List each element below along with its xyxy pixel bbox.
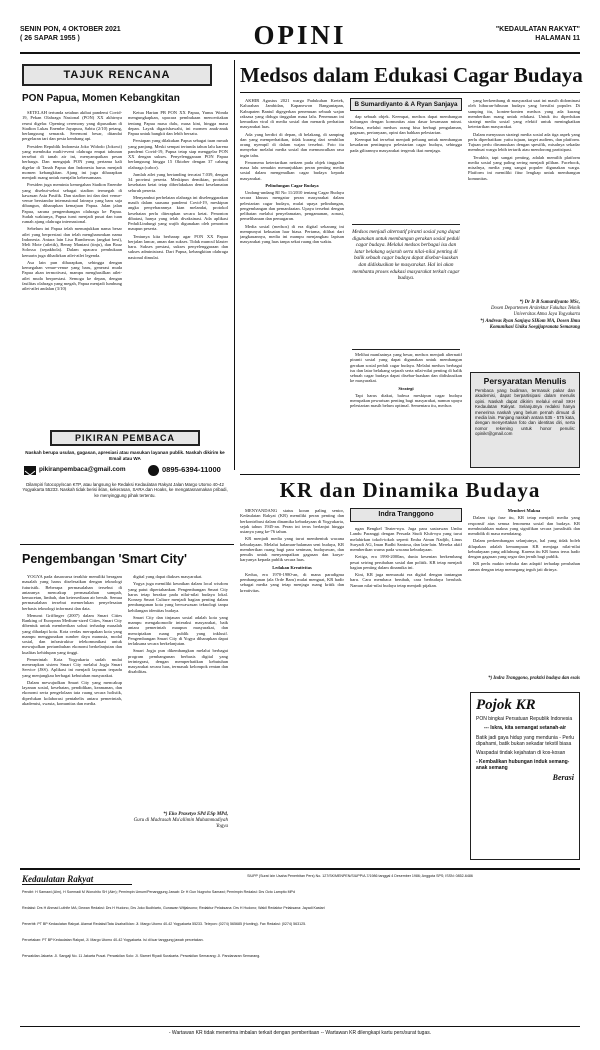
pikiran-label (50, 430, 200, 446)
medsos-paragraph: Terakhir, tapi sangat penting, adalah memilih platform media sosial yang paling sering menjadi pilihan. Facebook, misalnya, media yang sangat populer digunakan warga. Platform ini memiliki fitur lengkap untuk membangun komunitas. (468, 154, 580, 181)
kr-author: *) Indra Tranggono, praktisi budaya dan esais (488, 676, 580, 681)
masthead-paper: "KEDAULATAN RAKYAT" (495, 26, 580, 33)
tajuk-label-text: TAJUK RENCANA (63, 69, 171, 81)
masthead-date-javanese: ( 26 SAPAR 1955 ) (20, 35, 80, 42)
medsos-col-1 (240, 98, 344, 470)
email-icon (24, 466, 36, 475)
footer-bottom-rule (20, 1026, 580, 1027)
pikiran-contacts (22, 464, 228, 480)
tajuk-paragraph: Sebelum ini Papua telah menunjukkan nama besar atlet yang berprestasi dan telah mengharumkan nama Indonesia. Antara lain Lisa Rumbewas (angkat besi), Meli Mote (atletik), Benny Maniani (tinju), dan Boaz Solossa (sepakbola). Dalam upacara pembukaan kemarin juga dihadirkan atlet-atlet legenda. (22, 226, 122, 258)
footer-line-6: Perwakilan Jakarta: Jl. Sangaji No. 11 Jakarta Pusat. Perwakilan Solo: Jl. Slamet Riyadi Surakarta. Perwakilan Semarang: Jl. Pandanaran Semarang. (22, 954, 261, 958)
persyaratan-title: Persyaratan Menulis (483, 376, 567, 386)
tajuk-label (22, 64, 212, 86)
pikiran-intro: Naskah berupa usulan, gagasan, apresiasi atau masukan layanan publik. Naskah dikirim ke Email atau WA (25, 450, 225, 461)
tajuk-col-1 (22, 110, 122, 424)
medsos-paragraph: Tapi harus diakui, bahwa meskipun cagar budaya merupakan pewarisan penting bagi masyarakat, namun upaya pelestarian masih belum optimal. Sementara itu, medsos (350, 392, 462, 409)
medsos-author-1-affiliation: Dosen Departemen Arsitektur Fakultas Teknik Universitas Atma Jaya Yogyakarta (491, 305, 580, 317)
kr-paragraph: Kini, KR juga memasuki era digital dengan tantangan baru. Cara membaca berubah, cara berbudaya berubah. Namun nilai-nilai budaya tetap menjadi pijakan. (350, 572, 462, 588)
medsos-authors (468, 300, 580, 331)
tajuk-paragraph: Tentunya kita berharap agar PON XX Papua berjalan lancar, aman dan sukses. Tidak muncul klaster baru. Sukses prestasi, sukses penyelenggaraan dan sukses administrasi. Dari Papua, kebangkitan olahraga nasional dimulai. (128, 233, 228, 260)
pikiran-label-text: PIKIRAN PEMBACA (74, 433, 175, 443)
medsos-title-rule (240, 92, 580, 93)
kr-col-3 (468, 508, 580, 674)
kr-paragraph: KR menjadi media yang turut membentuk wacana kebudayaan. Melalui halaman-halaman seni budaya, KR memberikan ruang bagi para seniman, budayawan, dan penulis untuk menyampaikan gagasan dan karya-karyanya kepada publik secara luas. (240, 536, 344, 563)
smartcity-author-affiliation: Guru di Madrasah Mu'allimin Muhammadiyah Yogya (133, 818, 228, 829)
smartcity-paragraph: Pemerintah Kota Yogyakarta sudah mulai menerapkan sistem Smart City melalui Jogja Smart Service (JSS). Aplikasi ini menjadi layanan terpadu yang menjangkau berbagai kebutuhan masyarakat. (22, 656, 122, 678)
footer-box (20, 872, 580, 1022)
smartcity-author-block (128, 812, 228, 830)
pikiran-wa[interactable]: 0895-6394-11000 (162, 465, 221, 474)
footer-line-4: Penerbit: PT BP Kedaulatan Rakyat. Alamat Redaksi/Tata Usaha/Iklan: Jl. Margo Utomo 40-42 Yogyakarta 55233. Telepon: (0274) 565685 (Hunting). Fax Redaksi: (0274) 563125. (22, 922, 307, 926)
medsos-subheading: Pelindungan Cagar Budaya (265, 182, 319, 188)
section-rule (240, 474, 580, 475)
smartcity-paragraph: YOGYA pada dasawarsa terakhir memiliki beragam masalah yang harus diselesaikan dengan teknologi futuristik. Beberapa permasalahan tersebut di antaranya mencakup permasalahan sampah, kemacetan, limbah, dan ketersediaan air bersih. Semua permasalahan tersebut memerlukan penyelesaian berbasis teknologi informasi dan data. (22, 574, 122, 611)
medsos-paragraph: AKHIR Agustus 2021 warga Padukuhan Kretek, Kalurahan Jambidan, Kapanewon Banguntapan, Kabupaten Bantul digegerkan penemuan sebuah wajan raksasa yang diduga tinggalan masa lalu. Penemuan ini kemudian viral di media sosial dan menarik perhatian masyarakat luas. (240, 98, 344, 130)
kr-title: KR dan Dinamika Budaya (279, 478, 541, 502)
pikiran-note: Dilampiri fotocopy/scan KTP, atau langsung ke Redaksi Kedaulatan Rakyat Jalan Margo Utomo 40-42 Yogyakarta 55233. Naskah tidak berisi iklan, kekerasan, SARA dan Hoaks, ke mengatasnamakan pribadi, ke menyinggung pihak tertentu. (22, 482, 228, 498)
medsos-paragraph: yang berkembang di masyarakat saat ini masih didominasi oleh hiburan-hiburan budaya yang bersifat populer. Di samping itu, konten-konten medsos yang ada kurang memberikan ruang untuk edukasi. Untuk itu diperlukan strategi media sosial yang efektif untuk meningkatkan ketertarikan masyarakat. (468, 98, 580, 130)
smartcity-title: Pengembangan 'Smart City' (22, 552, 188, 566)
kr-col-2 (350, 526, 462, 858)
kr-paragraph: Dalam perkembangan selanjutnya, hal yang tidak boleh dilupakan adalah kemampuan KR menjaga nilai-nilai kebudayaan yang adiluhung. Karena itu KR harus terus hadir dengan gagasan yang segar dan jernih bagi publik. (468, 538, 580, 559)
tajuk-paragraph: Ketua Harian PB PON XX Papua, Yunus Wonda mengungkapkan, upacara pembukaan menceritakan tentang Papua masa dulu, masa kini, hingga masa depan. Layak digarisbawahi, ini momen anak-anak Papua untuk bangkit dan lebih bersatu. (128, 110, 228, 136)
medsos-paragraph: Melihat manfaatnya yang besar, medsos menjadi alternatif piranti sosial yang dapat digunakan untuk membangun gerakan sosial peduli cagar budaya. Melalui medsos berbagai isu dan latar belakang sejarah serta nilai-nilai penting di balik sebuah cagar budaya dapat disebar-luaskan dan didiskusikan ke masyarakat. (350, 352, 462, 384)
kr-byline (350, 508, 462, 522)
medsos-author-1: *) Dr Ir B Sumardiyanto MSc, (519, 300, 580, 305)
pojok-signature: Berasi (552, 773, 574, 782)
smartcity-author: *) Eko Prasetyo SPd ESp MPd, (163, 812, 228, 817)
section-rule (20, 544, 234, 545)
kr-paragraph: MENYANDANG status koran paling senior, Kedaulatan Rakyat (KR) memiliki peran penting dan berkontribusi dalam dinamika kebudayaan di Yogyakarta, sejak tahun 1945-an. Peran ini terus berlanjut hingga usianya yang ke-76 tahun. (240, 508, 344, 534)
masthead-rule (20, 52, 580, 54)
pikiran-pembaca (22, 430, 228, 534)
medsos-col-2b (350, 352, 462, 470)
medsos-paragraph: Dalam menyusun strategi media sosial ada tiga aspek yang perlu diperhatikan: yaitu tujuan, target audiens, dan platform. Tujuan perlu dirumuskan dengan spesifik, misalnya sekadar membuat warga lebih tertarik atau mendorong partisipasi. (468, 131, 580, 153)
persyaratan-box (470, 372, 580, 468)
medsos-col-2 (350, 114, 462, 218)
tajuk-title: PON Papua, Momen Kebangkitan (22, 93, 180, 104)
kr-paragraph: Ketiga, era 1990-2000an, dunia kesenian berkembang pesat seiring perubahan sosial dan politik. KR tetap menjadi bagian penting dalam dinamika ini. (350, 554, 462, 570)
smartcity-col-2 (128, 574, 228, 810)
kr-paragraph: Kedua, era 1970-1980-an, di mana paradigma pembangunan (ala Orde Baru) mulai menguat, KR hadir sebagai media yang tetap menjaga ruang kritik dan kreativitas. (240, 571, 344, 593)
medsos-paragraph: Keempat hal tersebut menjadi peluang untuk membangun kesadaran pentingnya pelestarian cagar budaya, sehingga pada gilirannya masyarakat tergerak ikut menjaga. (350, 137, 462, 153)
smartcity-col-1 (22, 574, 122, 860)
medsos-title: Medsos dalam Edukasi Cagar Budaya (240, 63, 583, 87)
medsos-byline-text: B Sumardiyanto & A Ryan Sanjaya (354, 101, 458, 108)
pojok-item: --- Iskra, kita semangat setanah-air (483, 725, 567, 731)
section-title: OPINI (253, 20, 347, 50)
footer-line-1: SIUPP (Surat Izin Usaha Penerbitan Pers) No. 127/SK/MENPEN/SIUPP/A.7/1986 tanggal 4 Desember 1986; Anggota SPS; ISSN: 0852-6486 (247, 874, 473, 878)
footer-logo: Kedaulatan Rakyat (22, 874, 132, 885)
medsos-paragraph: Fenomena ketertarikan netizen pada objek tinggalan masa lalu semakin menunjukkan peran penting media sosial dalam mengenalkan cagar budaya kepada masyarakat. (240, 159, 344, 181)
footer-line-3: Redaksi: Drs H Ahmad Luthfie MA; Dewan Redaksi: Drs H Hudono, Drs Joko Budhiarto, Gunawan Witjaksono; Redaktur Pelaksana: Drs H Hudono; Wakil Redaktur Pelaksana: Jayadi Kastari (22, 906, 325, 910)
masthead-page: HALAMAN 11 (535, 35, 580, 42)
footer-line-5: Percetakan: PT BP Kedaulatan Rakyat, Jl. Margo Utomo 40-42 Yogyakarta. Isi di luar tanggung jawab percetakan. (22, 938, 204, 942)
pikiran-email[interactable]: pikiranpembaca@gmail.com (39, 466, 126, 473)
medsos-subheading: Strategi (398, 385, 414, 391)
persyaratan-body: Pembaca yang budiman, termasuk pakar dan akademisi, dapat berpartisipasi dalam menulis opini. Naskah dapat dikirim melalui email SKH Kedaulatan Rakyat. Selanjutnya redaksi hanya menerima naskah yang belum pernah dimuat di media lain. Panjang naskah antara 535 - 575 kata, dengan menyertakan foto dan identitas diri, serta nomor rekening untuk honor penulis: opinikr@gmail.com (475, 388, 575, 437)
smartcity-paragraph: Dalam mewujudkan Smart City yang mencakup layanan sosial, kesehatan, pendidikan, keamanan, dan ekonomi serta pengelolaan tata ruang secara holistik, diperlukan kolaborasi pentahelix antara pemerintah, akademisi, swasta, komunitas dan media. (22, 679, 122, 706)
kr-paragraph: Dalam tiga fase itu, KR tetap menjadi media yang responsif atas semua fenomena sosial dan budaya. KR membutuhkan makna yang signifikan secara jurnalistik dan mendidik di masa mendatang. (468, 515, 580, 536)
tajuk-paragraph: Menyambut perhelatan olahraga ini diselenggarakan masih dalam suasana pandemi Covid-19, meskipun angka penyebarannya kian melandai, protokol kesehatan perlu diterapkan secara ketat. Penonton dibatasi, hanya yang telah divaksinasi. Ada aplikasi PeduliLindungi yang wajib digunakan oleh penonton maupun peserta. (128, 194, 228, 232)
pojok-title: Pojok KR (476, 697, 536, 713)
medsos-byline (350, 98, 462, 111)
pojok-box (470, 692, 580, 860)
tajuk-paragraph: Asa lain pun diharapkan, sehingga dengan kemegahan venue-venue yang baru, generasi muda Papua akan termotivasi, mampu menghasilkan atlet-atlet muda berprestasi. Semoga ke depan, dengan fasilitas olahraga yang megah, Papua menjadi lumbung atlet-atlet andalan (3/10) (22, 259, 122, 291)
medsos-paragraph: Media sosial (medsos) di era digital sekarang ini mempunyai kekuatan luar biasa. Pertama, dilihat dari jangkauannya, media ini mampu menjangkau lapisan masyarakat yang luas tanpa sekat ruang dan waktu. (240, 223, 344, 245)
pojok-item: PON bingkai Persatuan Republik Indonesia (476, 716, 573, 722)
smartcity-paragraph: Smart Jogja pun dikembangkan melalui berbagai program pembangunan berbasis digital yang terintegrasi, dengan memperhatikan kebutuhan masyarakat secara luas, termasuk kelompok rentan dan disabilitas. (128, 648, 228, 675)
smartcity-paragraph: digital yang dapat diakses masyarakat. (133, 574, 203, 579)
smartcity-paragraph: Smart City dan tinjauan sosial adalah kota yang mampu mengakomodir interaksi masyarakat, baik antara pemerintah maupun masyarakat, dan menciptakan ruang publik yang inklusif. Pengembangan Smart City di Yogya diharapkan dapat terlaksana secara berkelanjutan. (128, 614, 228, 646)
smartcity-paragraph: Menurut Griffinger (2007) dalam Smart Cities Ranking of European Medium-sized Cities, Smart City dibentuk untuk memberikan solusi terhadap masalah yang dihadapi kota. Kota cerdas merupakan kota yang mampu menggunakan sumber daya manusia, modal sosial, dan infrastruktur telekomunikasi untuk mewujudkan pertumbuhan ekonomi berkelanjutan dan kualitas kehidupan yang tinggi. (22, 612, 122, 655)
tajuk-paragraph: SETELAH tertunda setahun akibat pandemi Covid-19, Pekan Olahraga Nasional (PON) XX akhirnya resmi digelar. Opening ceremony yang dipusatkan di Stadion Lukas Enembe Jayapura, Sabtu (2/10) petang, berlangsung semarak. Seremoni besar, ditandai pergelaran tari dan pesta kembang api. (22, 110, 122, 142)
tajuk-paragraph: Jumlah atlet yang bertanding tercatat 7.039, dengan 34 provinsi peserta. Meskipun demikian, protokol kesehatan ketat tetap diberlakukan demi keselamatan seluruh peserta. (128, 171, 228, 193)
pojok-item: Waspadai tindak kejahatan di kos-kosan (476, 750, 566, 756)
kr-paragraph: ngan Bengkel Teater-nya. Juga para sastrawan Umbu Landu Paranggi dengan Persada Studi Klub-nya yang turut melahirkan tokoh-tokoh seperti Emha Ainun Nadjib, Linus Suryadi AG, Iman Budhi Santosa, dan lain-lain. Mereka aktif memberikan warna pada wacana kebudayaan. (350, 526, 462, 552)
column-divider (234, 60, 235, 470)
masthead-date: SENIN PON, 4 OKTOBER 2021 (20, 26, 121, 33)
medsos-col-3 (468, 98, 580, 298)
medsos-pullquote-text: Medsos menjadi alternatif piranti sosial yang dapat digunakan untuk membangun gerakan sosial peduli cagar budaya. Melalui medsos berbagai isu dan latar belakang sejarah serta nilai-nilai penting di balik sebuah cagar budaya dapat disebar-luaskan dan didiskusikan ke masyarakat. Hal ini akan membantu proses edukasi masyarakat terkait cagar budaya. (352, 229, 460, 282)
kr-subheading: Ledakan Kreativitas (272, 564, 312, 570)
tajuk-paragraph: Presiden Republik Indonesia Joko Widodo (Jokowi) yang membuka multi-event olahraga empat tahunan tersebut di tanah air ini, menyampaikan pesan berharga. Dan mengajak PON yang pertama kali digelar di Tanah Papua dan Indonesia harus menjadi momen kebangkitan. Ajang ini juga diharapkan menjadi ruang untuk menjalin kebersamaan. (22, 143, 122, 180)
kr-byline-text: Indra Tranggono (378, 511, 434, 518)
pojok-item: Batik jadi gaya hidup yang mendunia - Perlu dipahami, batik bukan sekadar tekstil biasa (476, 735, 574, 747)
footer-rule (20, 868, 580, 870)
kr-paragraph: KR perlu makin terbuka dan adaptif terhadap perubahan zaman dengan tetap memegang teguh jati dirinya. (468, 561, 580, 572)
smartcity-paragraph: Yogya juga memiliki keunikan dalam local wisdom yang patut dipertahankan. Pengembangan Smart City harus tetap berakar pada nilai-nilai budaya lokal. Konsep Smart Culture menjadi bagian penting dalam pembangunan kota yang berwawasan teknologi tanpa kehilangan identitas budaya. (128, 581, 228, 613)
kr-subheading: Memberi Makna (507, 508, 541, 513)
medsos-paragraph: dap sebuah objek. Keempat, medsos dapat membangun hubungan dengan komunitas atau dasar kesamaan minat. Kelima, melalui medsos orang bisa berbagi pengalaman, gagasan, pertanyaan, opini dan bahkan pelestarian. (350, 114, 462, 135)
medsos-author-2: *) Andreas Ryan Sanjaya SIKom MA, Dosen Ilmu Komunikasi Unika Soegijapranata Semarang (480, 319, 580, 331)
footer-line-2: Pendiri: H Samawi (Alm), H Soemadi M Wonohito SH (Alm); Pemimpin Umum/Penanggung Jawab: Dr H Gun Nugroho Samawi; Pemimpin Redaksi: Drs Octo Lampito MPd (22, 890, 295, 894)
pojok-item: - Kembalikan hubungan induk semang-anak semang (476, 759, 570, 771)
medsos-paragraph: Undang-undang RI No 11/2010 tentang Cagar Budaya secara khusus mengatur peran masyarakat dalam pelestarian cagar budaya, mulai upaya pelindungan, pengembangan dan pemanfaatan. Upaya tersebut dengan pelibatan melalui penyelamatan, pengamanan, zonasi, pemeliharaan dan pemugaran. (240, 190, 344, 222)
whatsapp-icon (148, 465, 159, 476)
masthead (20, 18, 580, 52)
tajuk-col-2 (128, 110, 228, 424)
tajuk-paragraph: Presiden juga meminta kemegahan Stadion Enembe yang disebut-sebut sebagai stadion termegah di kawasan Asia Pasifik. Dan stadion ini dan dari venue-venue berstandar internasional lainnya yang baru saja dibangun, diharapkan kemajuan Papua. Jalan jalan Papua, sarana pengembangan olahraga ke Papua. Sudah waktunya, Papua turut menjadi pusat dan tuan rumah ajang olahraga internasional. (22, 182, 122, 224)
footer-bottom-note: - Wartawan KR tidak menerima imbalan terkait dengan pemberitaan -- Wartawan KR dilengkapi kartu pers/surat tugas. (168, 1030, 432, 1036)
medsos-pullquote (352, 224, 460, 350)
tajuk-paragraph: Persiapan yang dilakukan Papua sebagai tuan rumah yang panjang. Meski sempat tertunda tahun lalu karena pandemi Covid-19, Papua tetap siap menggelar PON XX dengan sukses. Penyelenggaraan PON Papua berlangsung hingga 15 Oktober dengan 37 cabang olahraga (cabor). (128, 138, 228, 170)
medsos-paragraph: Ada yang berdiri di depan, di belakang, di samping dan yang memperhatikan, tidak kurang dari sembilan orang nyempil di dalam wajan tersebut. Foto itu menyebar melalui media sosial dan memunculkan rasa ingin tahu. (240, 131, 344, 158)
kr-col-1 (240, 508, 344, 858)
